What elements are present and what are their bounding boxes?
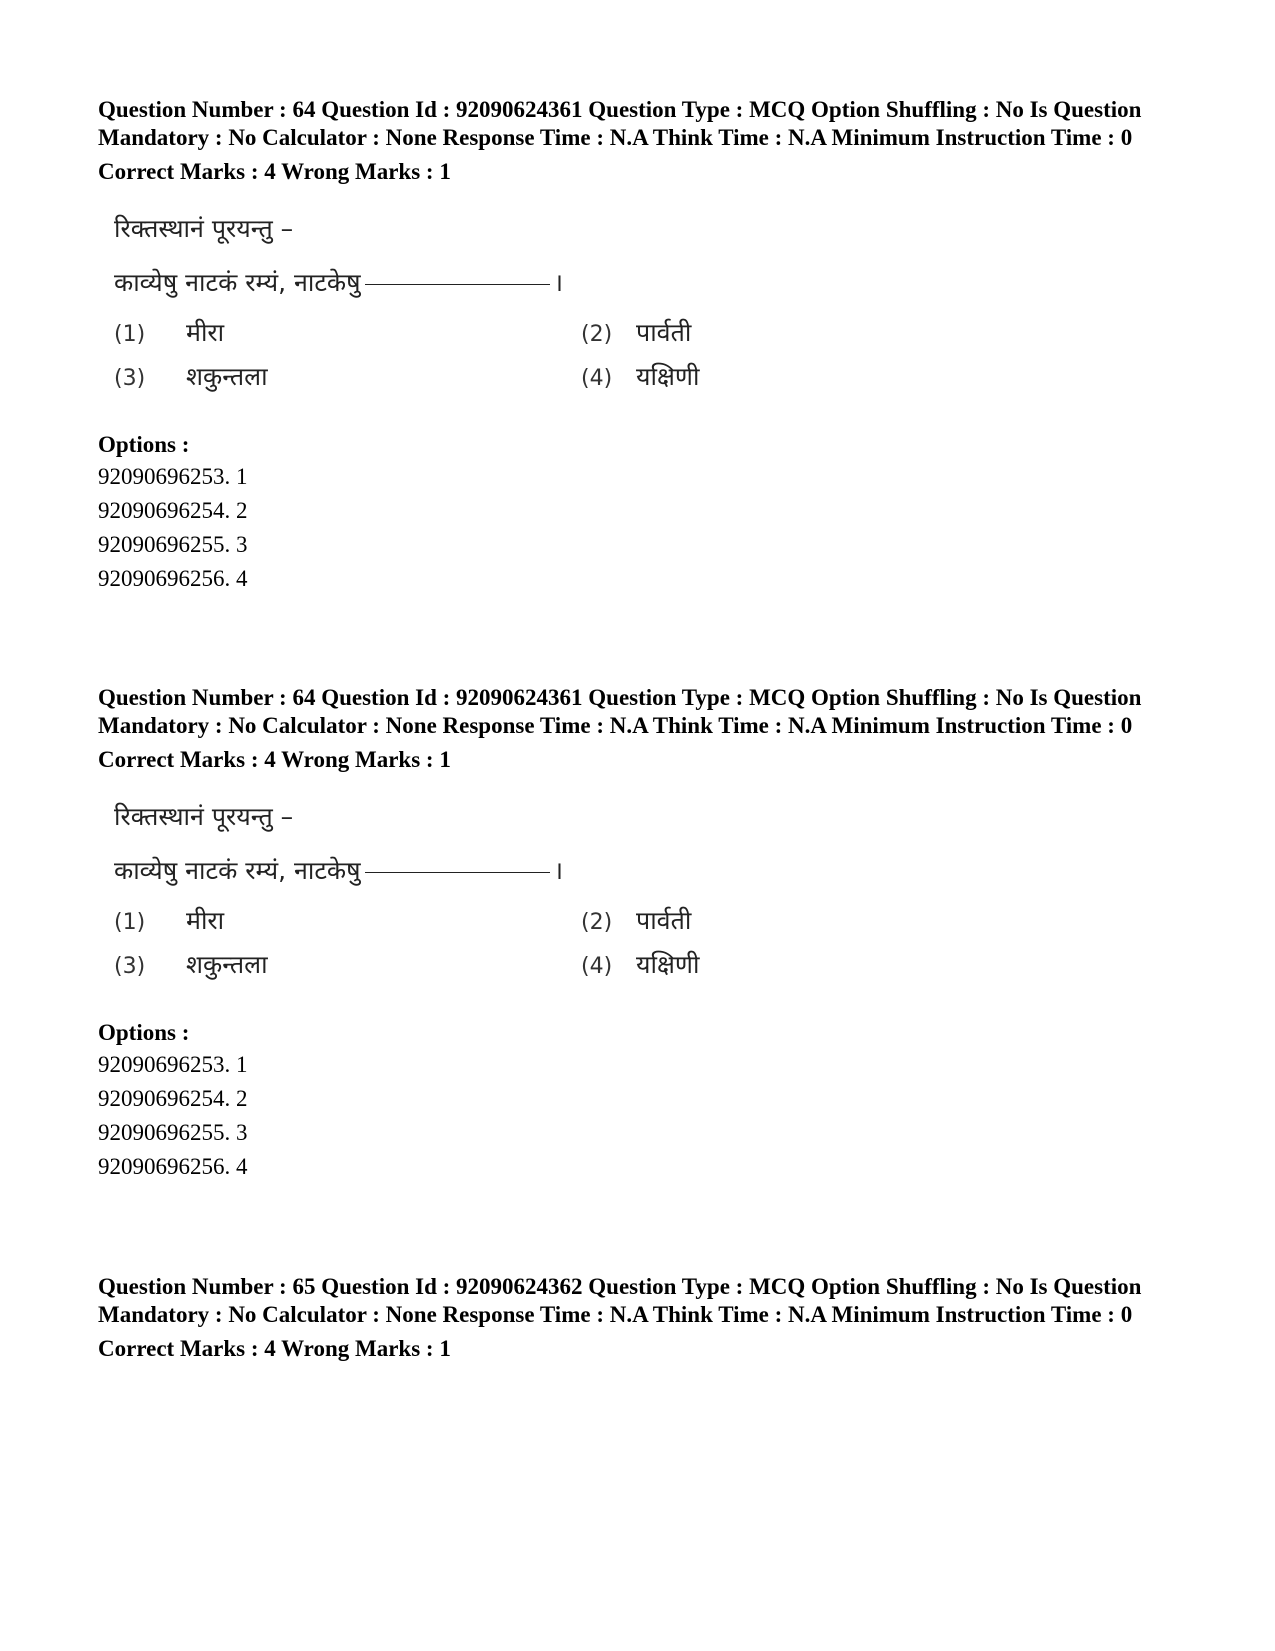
option-item: 92090696254. 2 — [98, 1086, 248, 1111]
question-block — [98, 684, 1188, 1184]
options-label: Options : — [98, 432, 190, 457]
choice-number: (2) — [581, 322, 613, 347]
choice-number: (3) — [114, 366, 146, 391]
sentence-end: । — [553, 856, 564, 885]
choice-number: (1) — [114, 910, 146, 935]
choice-text: पार्वती — [636, 906, 692, 935]
choice-text: मीरा — [186, 906, 225, 935]
question-prompt: रिक्तस्थानं पूरयन्तु – — [114, 214, 294, 243]
choice-text: शकुन्तला — [186, 362, 268, 391]
choice-number: (4) — [581, 954, 613, 979]
question-block — [98, 96, 1188, 596]
choice-number: (2) — [581, 910, 613, 935]
choice-text: यक्षिणी — [636, 950, 700, 979]
choice-text: मीरा — [186, 318, 225, 347]
marks-line: Correct Marks : 4 Wrong Marks : 1 — [98, 747, 451, 772]
option-item: 92090696255. 3 — [98, 1120, 248, 1145]
marks-line: Correct Marks : 4 Wrong Marks : 1 — [98, 1336, 451, 1361]
choice-text: पार्वती — [636, 318, 692, 347]
question-header: Question Number : 64 Question Id : 92090624361 Question Type : MCQ Option Shuffling : No Is Question Mandatory : No Calculator : None Response Time : N.A Think Time : N.A Minimum Instruction Time : 0 — [98, 685, 1142, 738]
question-header: Question Number : 64 Question Id : 92090624361 Question Type : MCQ Option Shuffling : No Is Question Mandatory : No Calculator : None Response Time : N.A Think Time : N.A Minimum Instruction Time : 0 — [98, 97, 1142, 150]
option-item: 92090696253. 1 — [98, 1052, 248, 1077]
fill-blank-line — [365, 284, 550, 285]
choice-number: (1) — [114, 322, 146, 347]
question-block — [98, 1273, 1188, 1362]
choice-text: शकुन्तला — [186, 950, 268, 979]
option-item: 92090696256. 4 — [98, 1154, 248, 1179]
choice-text: यक्षिणी — [636, 362, 700, 391]
choice-number: (3) — [114, 954, 146, 979]
sentence-start: काव्येषु नाटकं रम्यं, नाटकेषु — [114, 268, 361, 297]
marks-line: Correct Marks : 4 Wrong Marks : 1 — [98, 159, 451, 184]
question-image — [98, 794, 1188, 1019]
choice-number: (4) — [581, 366, 613, 391]
options-label: Options : — [98, 1020, 190, 1045]
option-item: 92090696255. 3 — [98, 532, 248, 557]
question-sentence — [114, 856, 563, 886]
question-sentence — [114, 268, 563, 298]
option-item: 92090696254. 2 — [98, 498, 248, 523]
question-prompt: रिक्तस्थानं पूरयन्तु – — [114, 802, 294, 831]
sentence-start: काव्येषु नाटकं रम्यं, नाटकेषु — [114, 856, 361, 885]
option-item: 92090696256. 4 — [98, 566, 248, 591]
option-item: 92090696253. 1 — [98, 464, 248, 489]
question-header: Question Number : 65 Question Id : 92090624362 Question Type : MCQ Option Shuffling : No Is Question Mandatory : No Calculator : None Response Time : N.A Think Time : N.A Minimum Instruction Time : 0 — [98, 1274, 1142, 1327]
sentence-end: । — [553, 268, 564, 297]
question-image — [98, 206, 1188, 431]
fill-blank-line — [365, 872, 550, 873]
